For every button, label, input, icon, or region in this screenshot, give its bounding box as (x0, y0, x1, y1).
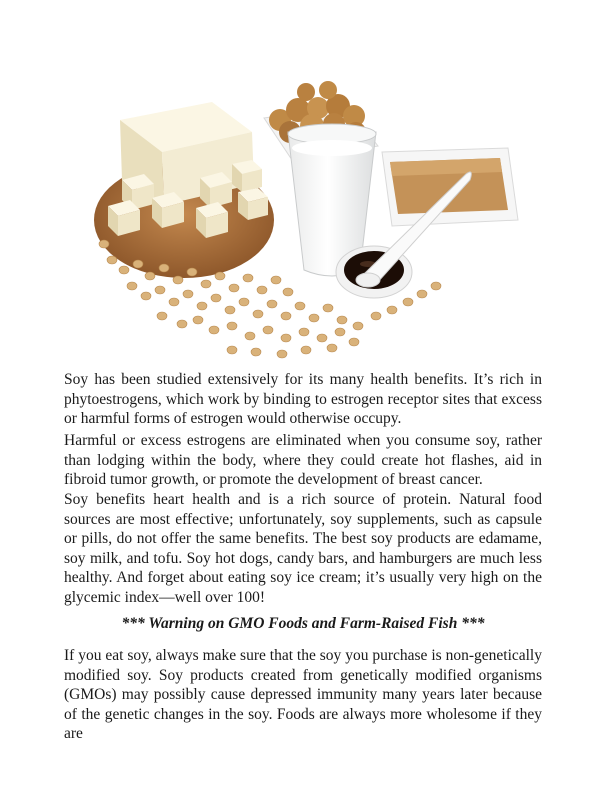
paragraph-soy-health-benefits: Soy has been studied extensively for its many health benefits. It’s rich in phytoestrogens, which work by binding to estrogen receptor sites that excess or harmful forms of estrogen would otherwise occupy. (64, 371, 542, 427)
soy-foods-image (92, 80, 522, 365)
paragraph-non-gmo-soy: If you eat soy, always make sure that the soy you purchase is non-genetically modified soy. Soy products created from genetically modified organisms (GMOs) may possibly cause depressed immunity many years later because of the genetic changes in the soy. Foods are always more wholesome if they are (64, 647, 542, 742)
paragraph-heart-health-protein: Soy benefits heart health and is a rich source of protein. Natural food sources are most effective; unfortunately, soy supplements, such as capsule or pills, do not offer the same benefits. The best soy products are edamame, soy milk, and tofu. Soy hot dogs, candy bars, and hamburgers are much less healthy. And forget about eating soy ice cream; it’s usually very high on the glycemic index—well over 100! (64, 491, 542, 606)
warning-heading: *** Warning on GMO Foods and Farm-Raised Fish *** (121, 615, 485, 632)
soy-grain-bowl (382, 148, 518, 226)
paragraph-harmful-estrogens: Harmful or excess estrogens are eliminated when you consume soy, rather than lodging within the body, where they could create hot flashes, aid in fibroid tumor growth, or promote the development of breast cancer. (64, 432, 542, 488)
